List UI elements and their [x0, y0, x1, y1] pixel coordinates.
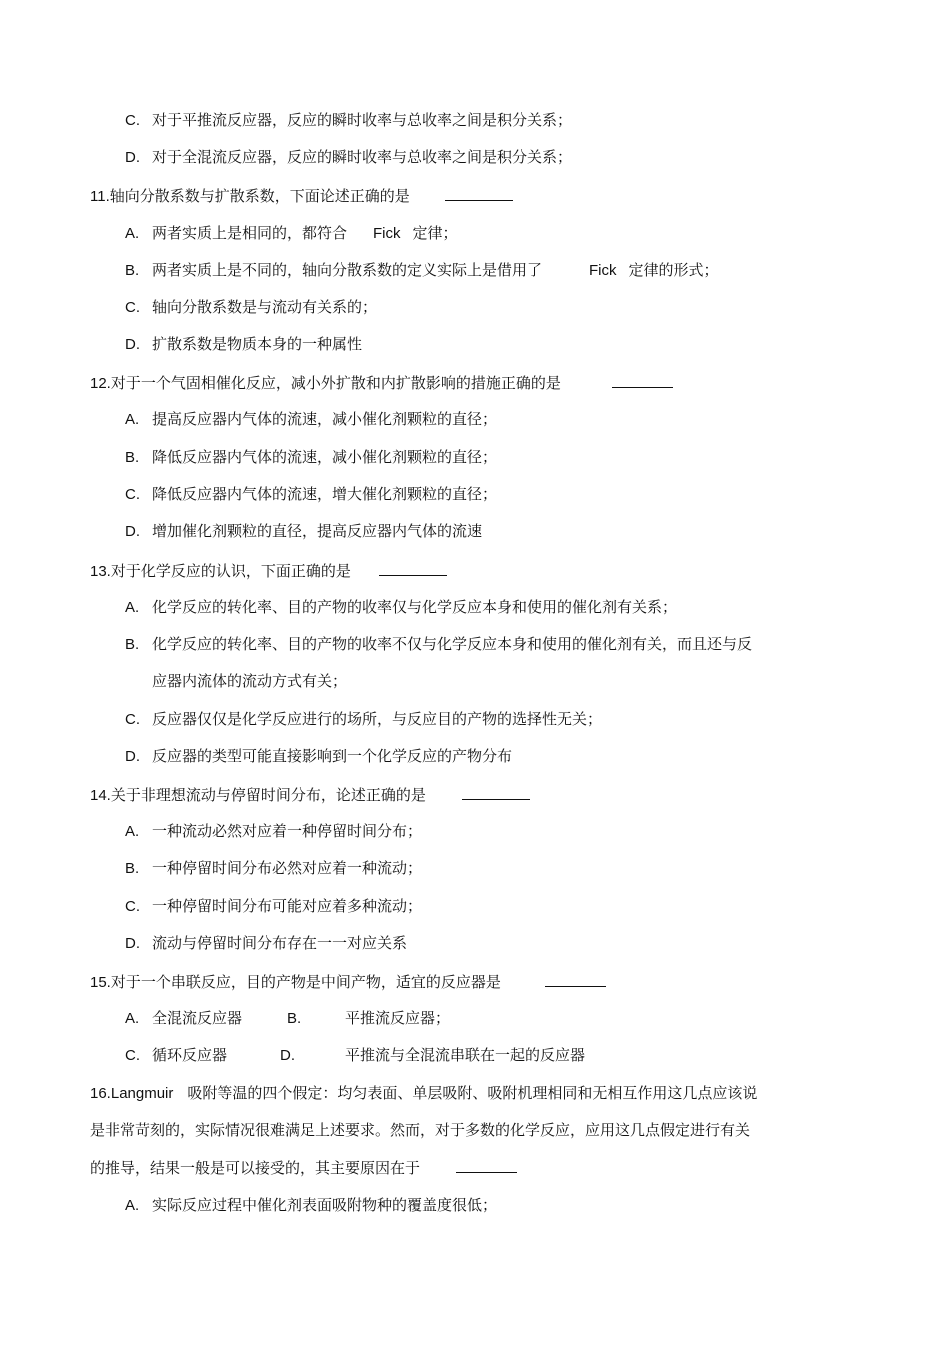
answer-blank[interactable] [462, 784, 530, 800]
option-c: C. 对于平推流反应器，反应的瞬时收率与总收率之间是积分关系； [125, 111, 573, 129]
option-b: B. 降低反应器内气体的流速，减小催化剂颗粒的直径； [125, 448, 498, 466]
option-d: D. 对于全混流反应器，反应的瞬时收率与总收率之间是积分关系； [125, 148, 573, 166]
option-a: A. 提高反应器内气体的流速，减小催化剂颗粒的直径； [125, 410, 498, 428]
question-12: 12.对于一个气固相催化反应，减小外扩散和内扩散影响的措施正确的是 [90, 372, 673, 394]
option-d: D. 反应器的类型可能直接影响到一个化学反应的产物分布 [125, 747, 513, 765]
question-14: 14.关于非理想流动与停留时间分布，论述正确的是 [90, 784, 530, 806]
option-b: B. 一种停留时间分布必然对应着一种流动； [125, 859, 423, 877]
option-a: A. 一种流动必然对应着一种停留时间分布； [125, 822, 423, 840]
question-16-line-3: 的推导，结果一般是可以接受的，其主要原因在于 [90, 1157, 517, 1178]
question-16-line-2: 是非常苛刻的，实际情况很难满足上述要求。然而，对于多数的化学反应，应用这几点假定进行有关 [90, 1121, 751, 1139]
option-c: C. 一种停留时间分布可能对应着多种流动； [125, 897, 423, 915]
question-15: 15.对于一个串联反应，目的产物是中间产物，适宜的反应器是 [90, 971, 606, 993]
question-11: 11.轴向分散系数与扩散系数，下面论述正确的是 [90, 185, 513, 207]
option-row-cd: C. 循环反应器 D. 平推流与全混流串联在一起的反应器 [125, 1046, 586, 1064]
option-b: B. 化学反应的转化率、目的产物的收率不仅与化学反应本身和使用的催化剂有关，而且还与反 [125, 635, 753, 653]
question-13: 13.对于化学反应的认识，下面正确的是 [90, 560, 447, 582]
option-b-continued: 应器内流体的流动方式有关； [152, 672, 348, 690]
answer-blank[interactable] [545, 971, 606, 987]
answer-blank[interactable] [379, 560, 447, 576]
answer-blank[interactable] [445, 185, 513, 201]
option-b: B. 两者实质上是不同的，轴向分散系数的定义实际上是借用了 Fick 定律的形式； [125, 261, 719, 279]
option-d: D. 流动与停留时间分布存在一一对应关系 [125, 934, 408, 952]
question-16: 16.Langmuir 吸附等温的四个假定：均匀表面、单层吸附、吸附机理相同和无相互作用这几点应该说 [90, 1084, 758, 1102]
option-c: C. 反应器仅仅是化学反应进行的场所，与反应目的产物的选择性无关； [125, 710, 603, 728]
option-a: A. 化学反应的转化率、目的产物的收率仅与化学反应本身和使用的催化剂有关系； [125, 598, 678, 616]
option-a: A. 实际反应过程中催化剂表面吸附物种的覆盖度很低； [125, 1196, 498, 1214]
option-d: D. 扩散系数是物质本身的一种属性 [125, 335, 363, 353]
option-a: A. 两者实质上是相同的，都符合 Fick 定律； [125, 224, 458, 242]
option-row-ab: A. 全混流反应器 B. 平推流反应器； [125, 1009, 451, 1027]
option-d: D. 增加催化剂颗粒的直径，提高反应器内气体的流速 [125, 522, 483, 540]
answer-blank[interactable] [612, 372, 673, 388]
option-c: C. 降低反应器内气体的流速，增大催化剂颗粒的直径； [125, 485, 498, 503]
option-c: C. 轴向分散系数是与流动有关系的； [125, 298, 378, 316]
answer-blank[interactable] [456, 1157, 517, 1173]
